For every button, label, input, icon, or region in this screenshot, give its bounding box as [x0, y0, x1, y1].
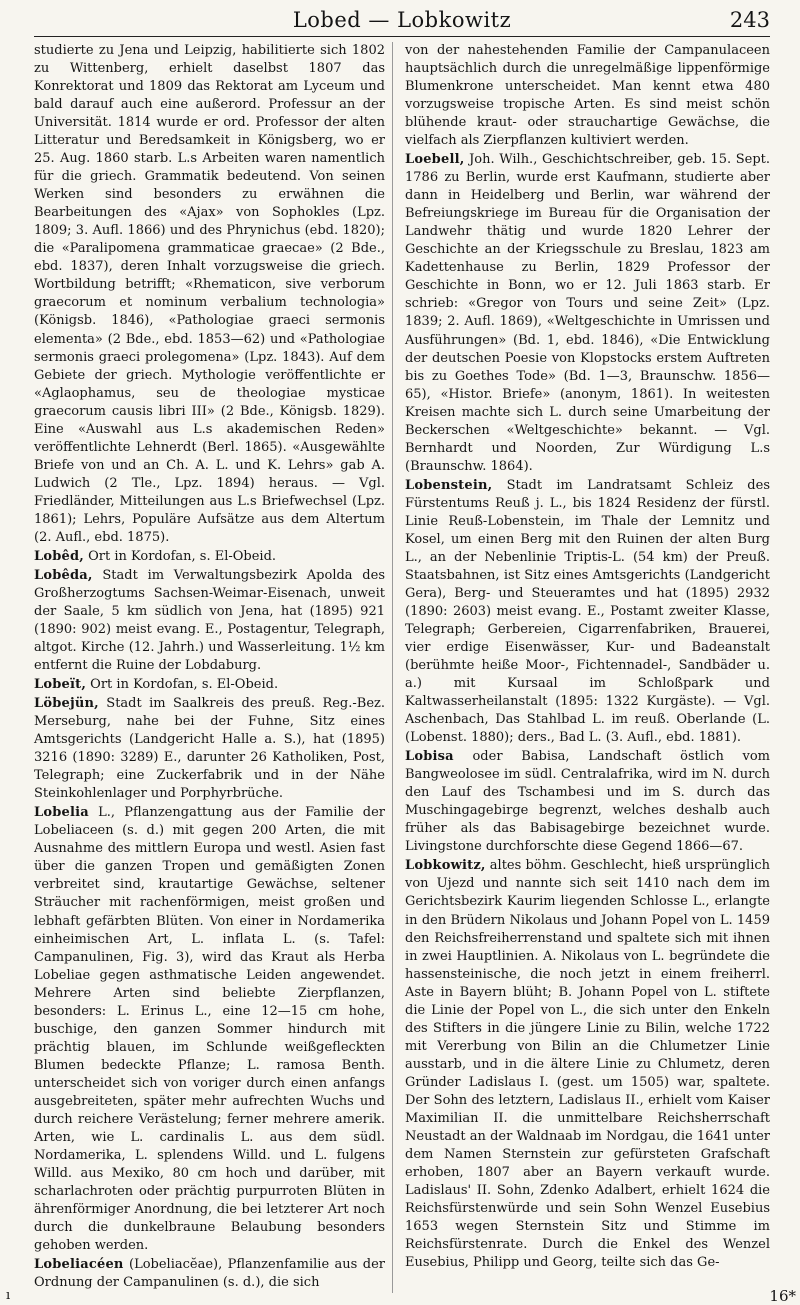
entry-text: Ort in Kordofan, s. El-Obeid. [84, 548, 277, 564]
dictionary-entry [405, 748, 770, 856]
footer-mark: ı [6, 1288, 11, 1303]
entry-text: von der nahestehenden Familie der Campanulaceen hauptsächlich durch die unregelmäßige lippenförmige Blumenkrone unterscheidet. Man kennt etwa 480 vorzugsweise tropische Arten. Es sind meist schön blühende kraut- oder strauchartige Gewächse, die vielfach als Zierpflanzen kultiviert werden. [405, 43, 770, 149]
right-column [405, 42, 770, 1293]
header-title: Lobed — Lobkowitz [292, 8, 512, 32]
entry-headword: Lobkowitz, [405, 858, 486, 874]
entry-headword: Loebell, [405, 152, 465, 168]
entry-text: altes böhm. Geschlecht, hieß ursprünglich von Ujezd und nannte sich seit 1410 nach dem im Gerichtsbezirk Kaurim liegenden Schlosse L., erlangte in den Brüdern Nikolaus und Johann Popel von L. 1459 den Reichsfreiherrenstand und spaltete sich mit ihnen in zwei Hauptlinien. A. Nikolaus von L. begründete die hassensteinische, die noch jetzt in einem freiherrl. Aste in Bayern blüht; B. Johann Popel von L. stiftete die Linie der Popel von L., die sich unter den Enkeln des Stifters in die jüngere Linie zu Bilin, welche 1722 mit Vererbung von Bilin an die Chlumetzer Linie ausstarb, und in die ältere Linie zu Chlumetz, deren Gründer Ladislaus I. (gest. um 1505) war, spaltete. Der Sohn des letztern, Ladislaus II., erhielt vom Kaiser Maximilian II. die unmittelbare Reichsherrschaft Neustadt an der Waldnaab im Nordgau, die 1641 unter dem Namen Sternstein zur gefürsteten Grafschaft erhoben, 1807 aber an Bayern verkauft wurde. Ladislaus' II. Sohn, Zdenko Adalbert, erhielt 1624 die Reichsfürstenwürde und sein Sohn Wenzel Eusebius 1653 wegen Sternstein Sitz und Stimme im Reichsfürstenrate. Durch die Enkel des Wenzel Eusebius, Philipp und Georg, teilte sich das Ge- [405, 858, 770, 1271]
dictionary-entry [405, 857, 770, 1272]
entry-text: Stadt im Saalkreis des preuß. Reg.-Bez. Merseburg, nahe bei der Fuhne, Sitz eines Amtsgerichts (Landgericht Halle a. S.), hat (1895) 3216 (1890: 3289) E., darunter 26 Katholiken, Post, Telegraph; eine Zuckerfabrik und in der Nähe Steinkohlenlager und Porphyrbrüche. [34, 696, 385, 802]
left-column [34, 42, 393, 1293]
dictionary-entry [34, 676, 385, 694]
entry-headword: Lobisa [405, 749, 454, 765]
entry-text: Joh. Wilh., Geschichtschreiber, geb. 15. Sept. 1786 zu Berlin, wurde erst Kaufmann, studierte aber dann in Heidelberg und Berlin, war während der Befreiungskriege im Bureau für die Organisation der Landwehr thätig und wurde 1820 Lehrer der Geschichte an der Kriegsschule zu Breslau, 1823 am Kadettenhause zu Berlin, 1829 Professor der Geschichte in Bonn, wo er 12. Juli 1863 starb. Er schrieb: «Gregor von Tours und seine Zeit» (Lpz. 1839; 2. Aufl. 1869), «Weltgeschichte in Umrissen und Ausführungen» (Bd. 1, ebd. 1846), «Die Entwicklung der deutschen Poesie von Klopstocks erstem Auftreten bis zu Goethes Tode» (Bd. 1—3, Braunschw. 1856—65), «Histor. Briefe» (anonym, 1861). In weitesten Kreisen machte sich L. durch seine Umarbeitung der Beckerschen «Weltgeschichte» bekannt. — Vgl. Bernhardt und Noorden, Zur Würdigung L.s (Braunschw. 1864). [405, 152, 770, 474]
dictionary-entry [34, 567, 385, 675]
entry-text: L., Pflanzengattung aus der Familie der Lobeliaceen (s. d.) mit gegen 200 Arten, die mit Ausnahme des mittlern Europa und westl. Asien fast über die ganzen Tropen und gemäßigten Zonen verbreitet sind, krautartige Gewächse, seltener Sträucher mit rachenförmigen, meist großen und lebhaft gefärbten Blüten. Von einer in Nordamerika einheimischen Art, L. inflata L. (s. Tafel: Campanulinen, Fig. 3), wird das Kraut als Herba Lobeliae gegen asthmatische Leiden angewendet. Mehrere Arten sind beliebte Zierpflanzen, besonders: L. Erinus L., eine 12—15 cm hohe, buschige, den ganzen Sommer hindurch mit prächtig blauen, im Schlunde weißgefleckten Blumen bedeckte Pflanze; L. ramosa Benth. unterscheidet sich von voriger durch einen anfangs ausgebreiteten, später mehr aufrechten Wuchs und durch reichere Verästelung; ferner mehrere amerik. Arten, wie L. cardinalis L. aus dem südl. Nordamerika, L. splendens Willd. und L. fulgens Willd. aus Mexiko, 80 cm hoch und darüber, mit scharlachroten oder prächtig purpurroten Blüten in ährenförmiger Anordnung, die bei letzterer Art noch durch die dunkelbraune Belaubung besonders gehoben werden. [34, 805, 385, 1254]
entry-headword: Lobêda, [34, 567, 93, 583]
running-header [34, 4, 770, 37]
entry-headword: Löbejün, [34, 696, 99, 712]
sheet-signature: 16* [769, 1287, 796, 1305]
entry-text: studierte zu Jena und Leipzig, habilitierte sich 1802 zu Wittenberg, erhielt daselbst 1807 das Konrektorat und 1809 das Rektorat am Lyceum und bald darauf auch eine außerord. Professur an der Universität. 1814 wurde er ord. Professor der alten Litteratur und Beredsamkeit in Königsberg, wo er 25. Aug. 1860 starb. L.s Arbeiten waren namentlich für die griech. Grammatik bedeutend. Von seinen Werken sind besonders zu erwähnen die Bearbeitungen des «Ajax» von Sophokles (Lpz. 1809; 3. Aufl. 1866) und des Phrynichus (ebd. 1820); die «Paralipomena grammaticae graecae» (2 Bde., ebd. 1837), deren Inhalt vorzugsweise die griech. Wortbildung betrifft; «Rhematicon, sive verborum graecorum et nominum verbalium technologia» (Königsb. 1846), «Pathologiae graeci sermonis elementa» (2 Bde., ebd. 1853—62) und «Pathologiae sermonis graeci prolegomena» (Lpz. 1843). Auf dem Gebiete der griech. Mythologie veröffentlichte er «Aglaophamus, seu de theologiae mysticae graecorum causis libri III» (2 Bde., Königsb. 1829). Eine «Auswahl aus L.s akademischen Reden» veröffentlichte Lehnerdt (Berl. 1865). «Ausgewählte Briefe von und an Ch. A. L. und K. Lehrs» gab A. Ludwich (2 Tle., Lpz. 1894) heraus. — Vgl. Friedländer, Mitteilungen aus L.s Briefwechsel (Lpz. 1861); Lehrs, Populäre Aufsätze aus dem Altertum (2. Aufl., ebd. 1875). [34, 43, 385, 545]
page-number: 243 [729, 8, 770, 32]
dictionary-entry [34, 804, 385, 1255]
entry-headword: Lobelia [34, 805, 89, 821]
text-columns [34, 42, 770, 1293]
dictionary-entry [34, 695, 385, 803]
dictionary-entry [405, 477, 770, 747]
dictionary-entry [34, 1256, 385, 1292]
entry-text: Stadt im Verwaltungsbezirk Apolda des Großherzogtums Sachsen-Weimar-Eisenach, unweit der Saale, 5 km südlich von Jena, hat (1895) 921 (1890: 902) meist evang. E., Postagentur, Telegraph, altgot. Kirche (12. Jahrh.) und Wasserleitung. 1½ km entfernt die Ruine der Lobdaburg. [34, 567, 385, 674]
entry-headword: Lobeliacéen [34, 1257, 124, 1273]
entry-headword: Lobeït, [34, 677, 87, 693]
entry-text: Ort in Kordofan, s. El-Obeid. [86, 677, 279, 693]
entry-headword: Lobêd, [34, 548, 84, 564]
dictionary-entry [405, 42, 770, 150]
entry-headword: Lobenstein, [405, 477, 493, 493]
dictionary-entry [405, 151, 770, 476]
entry-text: Stadt im Landratsamt Schleiz des Fürstentums Reuß j. L., bis 1824 Residenz der fürstl. Linie Reuß-Lobenstein, im Thale der Lemnitz und Kosel, um einen Berg mit den Ruinen der alten Burg L., an der Nebenlinie Triptis-L. (54 km) der Preuß. Staatsbahnen, ist Sitz eines Amtsgerichts (Landgericht Gera), Berg- und Steueramtes und hat (1895) 2932 (1890: 2603) meist evang. E., Postamt zweiter Klasse, Telegraph; Gerbereien, Cigarrenfabriken, Brauerei, vier erdige Eisenwässer, Kur- und Badeanstalt (berühmte heiße Moor-, Fichtennadel-, Sandbäder u. a.) mit Kursaal im Schloßpark und Kaltwasserheilanstalt (1895: 1322 Kurgäste). — Vgl. Aschenbach, Das Stahlbad L. im reuß. Oberlande (L. (Lobenst. 1880); ders., Bad L. (3. Aufl., ebd. 1881). [405, 477, 770, 746]
dictionary-entry [34, 548, 385, 566]
entry-text: oder Babisa, Landschaft östlich vom Bangweolosee im südl. Centralafrika, wird im N. durch den Lauf des Tschambesi und im S. durch das Muschingagebirge begrenzt, welches deshalb auch früher als das Babisagebirge bezeichnet wurde. Livingstone durchforschte diese Gegend 1866—67. [405, 749, 770, 855]
entry-text: (Lobeliacĕae), Pflanzenfamilie aus der Ordnung der Campanulinen (s. d.), die sich [34, 1257, 385, 1291]
dictionary-entry [34, 42, 385, 547]
